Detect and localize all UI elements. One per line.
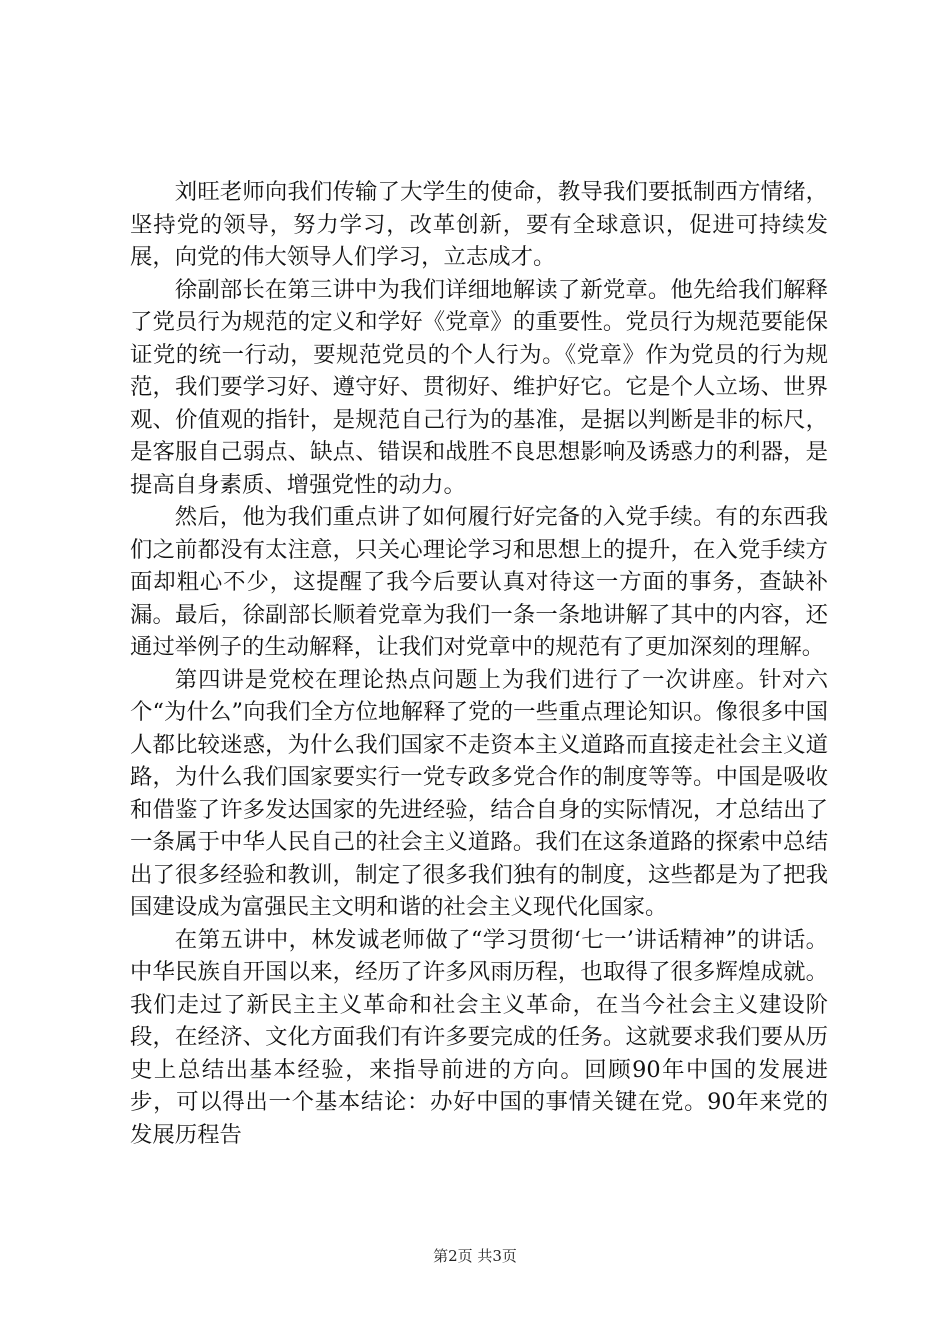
paragraph-4: 第四讲是党校在理论热点问题上为我们进行了一次讲座。针对六个“为什么”向我们全方位地解释了党的一些重点理论知识。像很多中国人都比较迷惑，为什么我们国家不走资本主义道路而直接走社会主义道路，为什么我们国家要实行一党专政多党合作的制度等等。中国是吸收和借鉴了许多发达国家的先进经验，结合自身的实际情况，才总结出了一条属于中华人民自己的社会主义道路。我们在这条道路的探索中总结出了很多经验和教训，制定了很多我们独有的制度，这些都是为了把我国建设成为富强民主文明和谐的社会主义现代化国家。 [130,666,828,920]
page-number-footer: 第2页 共3页 [433,1247,517,1265]
paragraph-2: 徐副部长在第三讲中为我们详细地解读了新党章。他先给我们解释了党员行为规范的定义和学好《党章》的重要性。党员行为规范要能保证党的统一行动，要规范党员的个人行为。《党章》作为党员的行为规范，我们要学习好、遵守好、贯彻好、维护好它。它是个人立场、世界观、价值观的指针，是规范自己行为的基准，是据以判断是非的标尺，是客服自己弱点、缺点、错误和战胜不良思想影响及诱惑力的利器，是提高自身素质、增强党性的动力。 [130,276,828,498]
paragraph-5: 在第五讲中，林发诚老师做了“学习贯彻‘七一’讲话精神”的讲话。中华民族自开国以来，经历了许多风雨历程，也取得了很多辉煌成就。我们走过了新民主主义革命和社会主义革命，在当今社会主义建设阶段，在经济、文化方面我们有许多要完成的任务。这就要求我们要从历史上总结出基本经验，来指导前进的方向。回顾90年中国的发展进步，可以得出一个基本结论：办好中国的事情关键在党。90年来党的发展历程告 [130,926,828,1148]
paragraph-3: 然后，他为我们重点讲了如何履行好完备的入党手续。有的东西我们之前都没有太注意，只关心理论学习和思想上的提升，在入党手续方面却粗心不少，这提醒了我今后要认真对待这一方面的事务，查缺补漏。最后，徐副部长顺着党章为我们一条一条地讲解了其中的内容，还通过举例子的生动解释，让我们对党章中的规范有了更加深刻的理解。 [130,504,828,660]
document-body [130,176,828,1151]
paragraph-1: 刘旺老师向我们传输了大学生的使命，教导我们要抵制西方情绪，坚持党的领导，努力学习，改革创新，要有全球意识，促进可持续发展，向党的伟大领导人们学习，立志成才。 [130,179,828,270]
